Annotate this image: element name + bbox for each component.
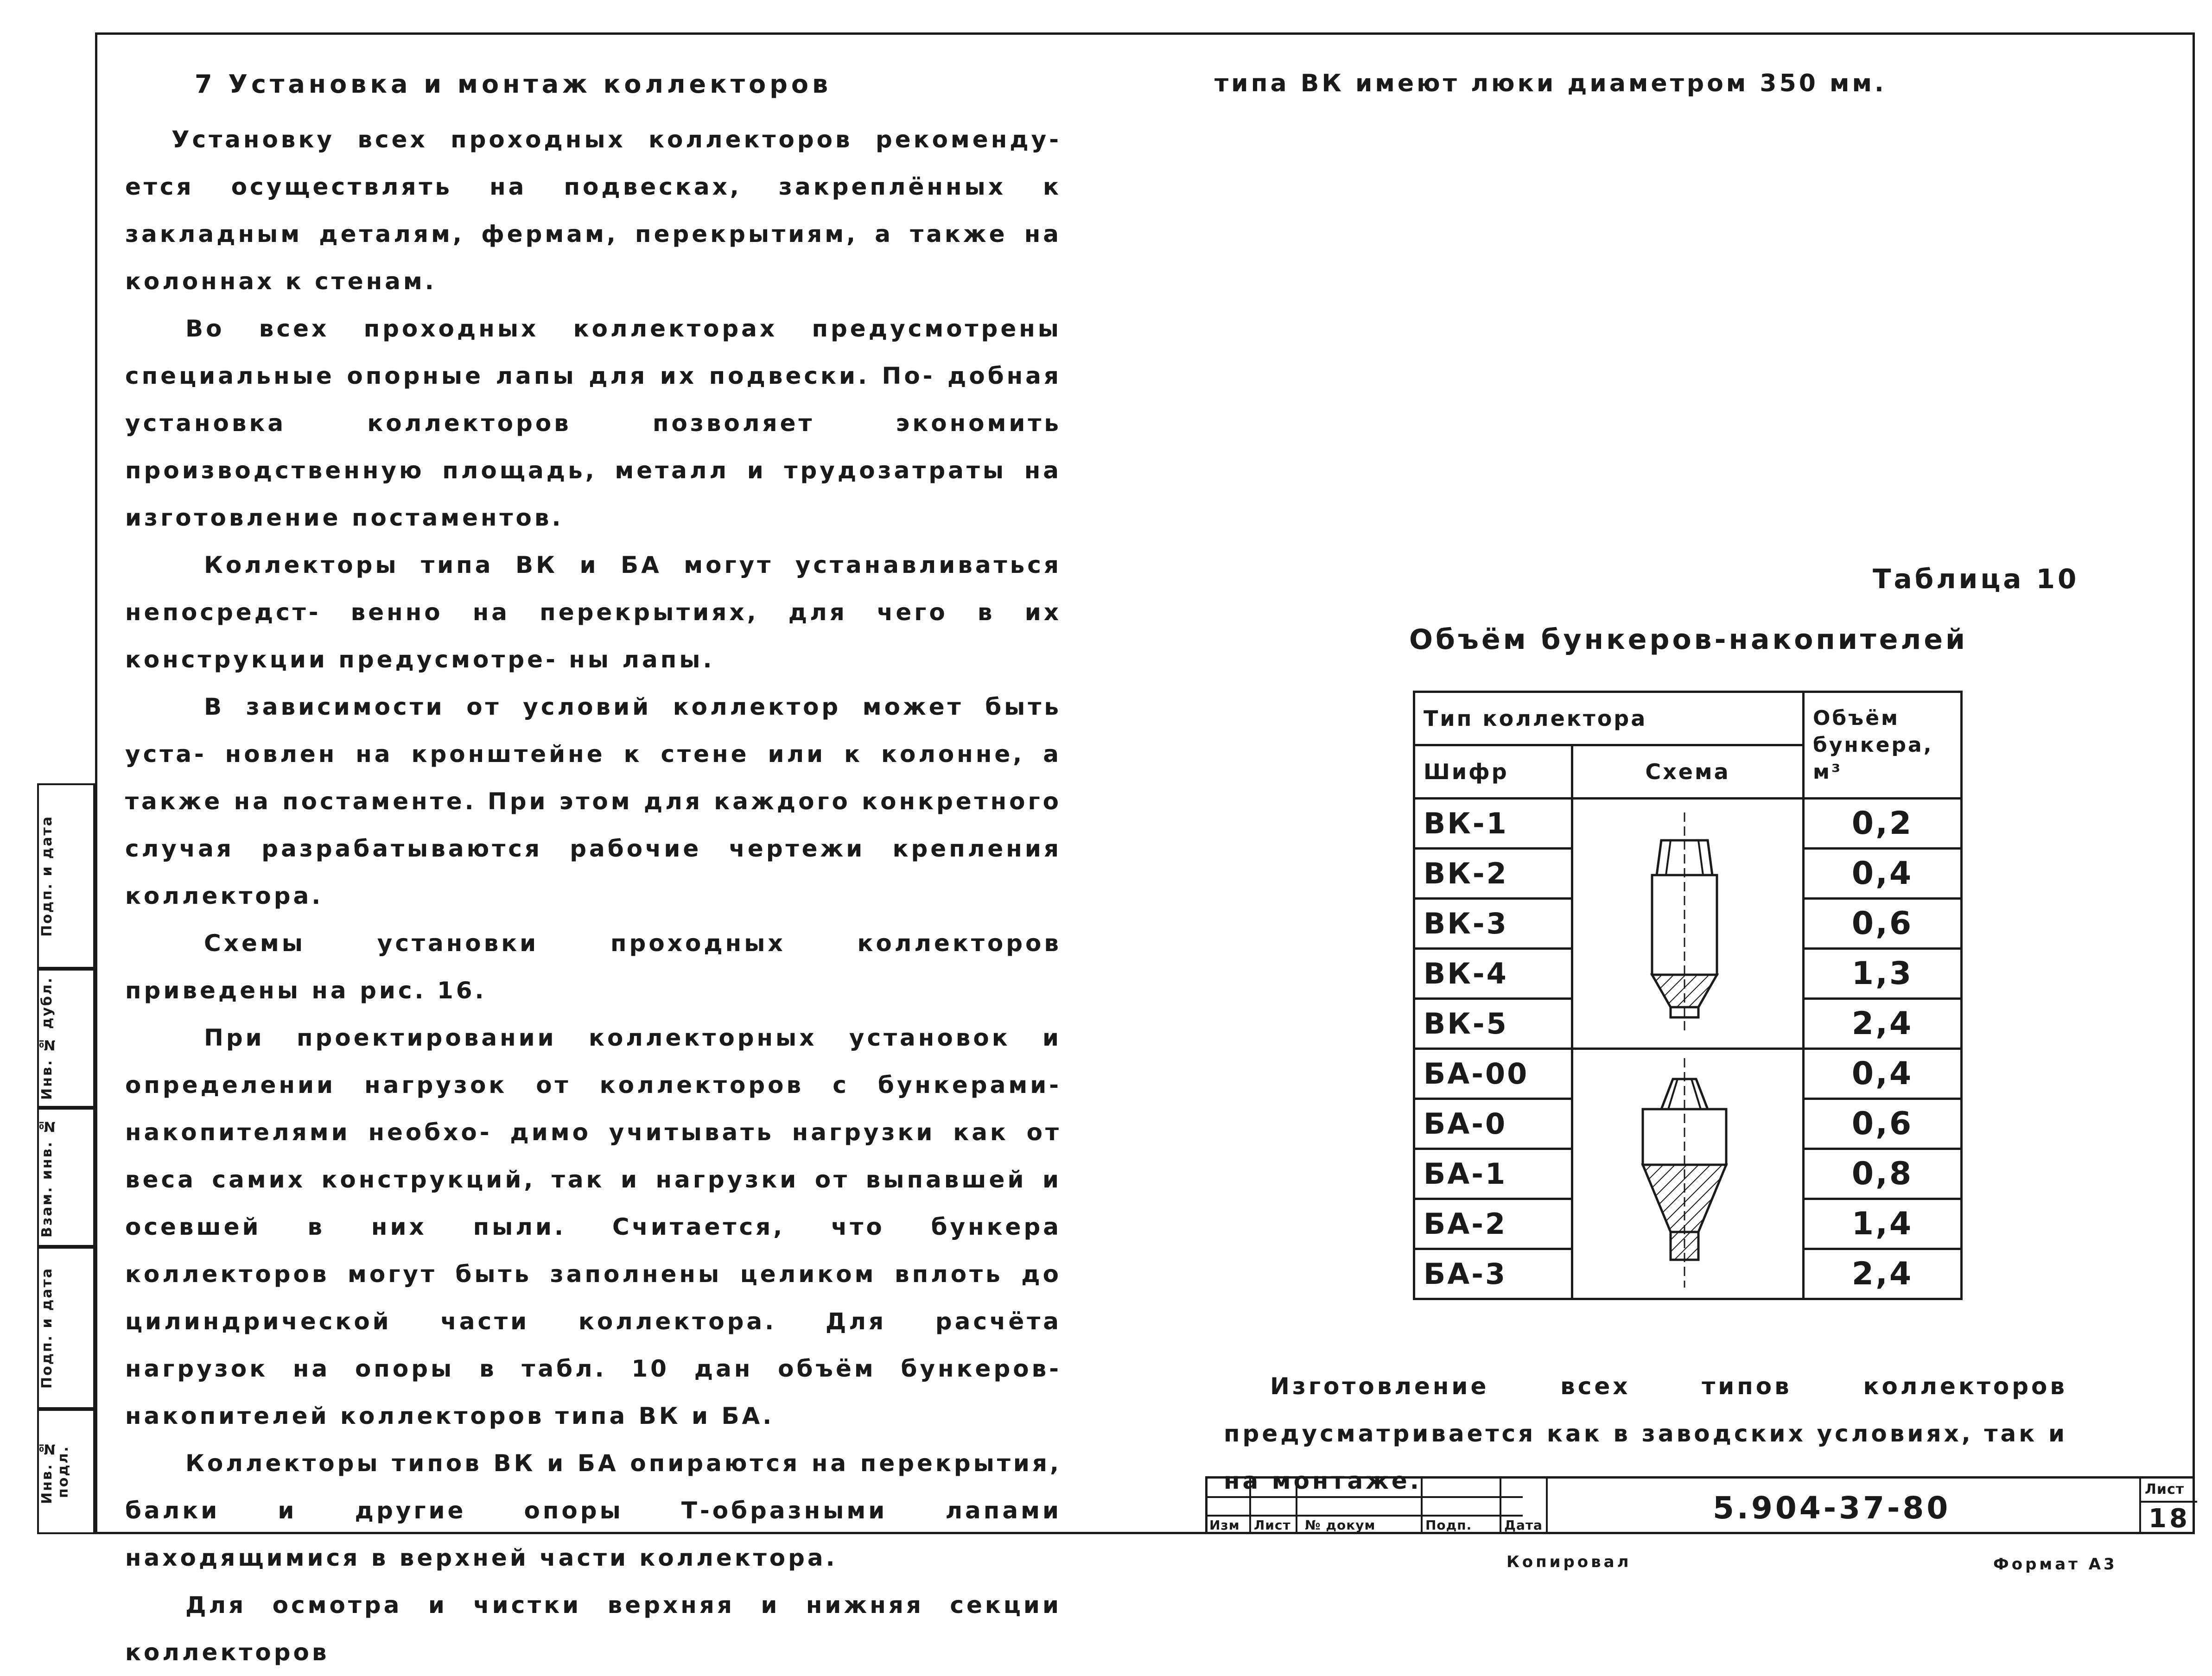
sheet-number: 18 [2148, 1504, 2190, 1534]
left-text-column [125, 116, 1062, 1676]
row-volume: 0,6 [1804, 1099, 1962, 1149]
row-volume: 0,6 [1804, 899, 1962, 949]
header-scheme: Схема [1572, 745, 1804, 799]
side-cell-inv-dup: Инв. № дубл. [37, 969, 95, 1108]
stamp-label-izm: Изм [1209, 1517, 1240, 1533]
paragraph-5: Схемы установки проходных коллекторов приведены на рис. 16. [125, 930, 1062, 1004]
header-code: Шифр [1414, 745, 1572, 799]
table-row [1414, 799, 1962, 849]
table-label: Таблица 10 [1873, 563, 2079, 595]
row-code: ВК-1 [1414, 799, 1572, 849]
stamp-label-date: Дата [1504, 1517, 1543, 1533]
scheme-vk-cell [1572, 799, 1804, 1049]
scheme-ba-cell [1572, 1049, 1804, 1299]
document-code: 5.904-37-80 [1713, 1490, 1951, 1526]
row-volume: 0,4 [1804, 849, 1962, 899]
row-code: ВК-4 [1414, 949, 1572, 999]
row-volume: 0,4 [1804, 1049, 1962, 1099]
title-block [1205, 1476, 2195, 1534]
copied-label: Копировал [1506, 1553, 1632, 1571]
section-heading: 7 Установка и монтаж коллекторов [195, 70, 832, 99]
paragraph-2: Во всех проходных коллекторах предусмотрены специальные опорные лапы для их подвески. По- добная установка коллекторов позволяет экономить производственную площадь, металл и трудозатраты на изготовление постаментов. [125, 315, 1062, 531]
row-volume: 2,4 [1804, 1249, 1962, 1299]
paragraph-8: Для осмотра и чистки верхняя и нижняя секции коллекторов [125, 1592, 1062, 1666]
paragraph-1: Установку всех проходных коллекторов рекоменду- ется осуществлять на подвесках, закреплённых к закладным деталям, фермам, перекрытиям, а также на колоннах к стенам. [125, 126, 1062, 295]
row-code: БА-0 [1414, 1099, 1572, 1149]
row-code: БА-2 [1414, 1199, 1572, 1249]
row-code: БА-00 [1414, 1049, 1572, 1099]
sheet-label: Лист [2145, 1481, 2185, 1498]
format-label: Формат А3 [1993, 1555, 2117, 1574]
table-footnote: Изготовление всех типов коллекторов предусматривается как в заводских условиях, так и на монтаже. [1224, 1373, 2067, 1494]
row-code: БА-1 [1414, 1149, 1572, 1199]
row-code: ВК-5 [1414, 999, 1572, 1049]
paragraph-3: Коллекторы типа ВК и БА могут устанавливаться непосредст- венно на перекрытиях, для чего в их конструкции предусмотре- ны лапы. [125, 552, 1062, 673]
table-row [1414, 1049, 1962, 1099]
paragraph-4: В зависимости от условий коллектор может быть уста- новлен на кронштейне к стене или к колонне, а также на постаменте. При этом для каждого конкретного случая разрабатываются рабочие чертежи крепления коллектора. [125, 693, 1062, 909]
bunker-volume-table [1413, 691, 1963, 1300]
stamp-label-list: Лист [1254, 1517, 1291, 1533]
row-volume: 1,4 [1804, 1199, 1962, 1249]
side-cell-sign-date-2: Подп. и дата [37, 1247, 95, 1409]
row-volume: 0,2 [1804, 799, 1962, 849]
side-cell-inv-orig: Инв. № подл. [37, 1409, 95, 1534]
stamp-label-docnum: № докум [1305, 1517, 1376, 1533]
ba-collector-scheme [1573, 1054, 1796, 1292]
row-code: ВК-2 [1414, 849, 1572, 899]
paragraph-6: При проектировании коллекторных установок и определении нагрузок от коллекторов с бункерами-накопителями необхо- димо учитывать нагрузки как от веса самих конструкций, так и нагрузки от выпавшей и осевшей в них пыли. Считается, что бункера коллекторов могут быть заполнены целиком вплоть до цилиндрической части коллектора. Для расчёта нагрузок на опоры в табл. 10 дан объём бункеров-накопителей коллекторов типа ВК и БА. [125, 1024, 1062, 1429]
table-title: Объём бункеров-накопителей [1409, 623, 1968, 656]
stamp-label-sign: Подп. [1425, 1517, 1472, 1533]
row-volume: 1,3 [1804, 949, 1962, 999]
side-cell-replace-inv: Взам. инв. № [37, 1108, 95, 1247]
row-volume: 2,4 [1804, 999, 1962, 1049]
side-cell-sign-date-1: Подп. и дата [37, 783, 95, 969]
row-code: ВК-3 [1414, 899, 1572, 949]
row-volume: 0,8 [1804, 1149, 1962, 1199]
continuation-line: типа ВК имеют люки диаметром 350 мм. [1214, 70, 1887, 97]
vk-collector-scheme [1573, 803, 1796, 1042]
paragraph-7: Коллекторы типов ВК и БА опираются на перекрытия, балки и другие опоры Т-образными лапами находящимися в верхней части коллектора. [125, 1450, 1062, 1571]
row-code: БА-3 [1414, 1249, 1572, 1299]
header-collector-type: Тип коллектора [1414, 692, 1804, 745]
header-volume: Объём бункера, м³ [1804, 692, 1962, 799]
